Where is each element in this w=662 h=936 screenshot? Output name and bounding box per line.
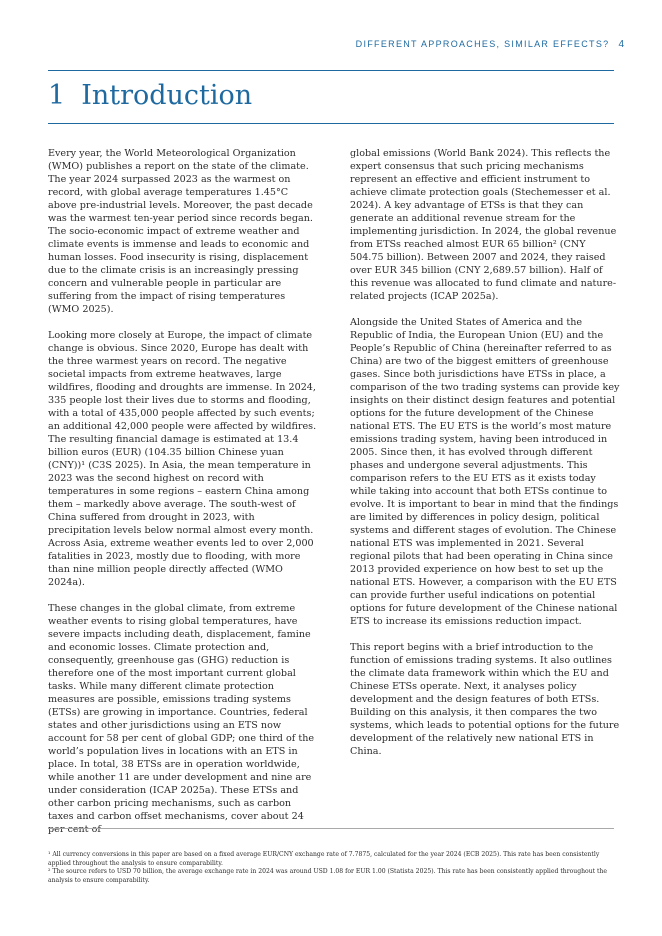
chapter-number: 1	[48, 80, 66, 111]
footnote: ² The source refers to USD 70 billion, the average exchange rate in 2024 was around USD 1.08 for EUR 1.00 (Statista 2025). This rate has been consistently applied throughout the analysis to ensure comparability.	[48, 868, 607, 884]
running-header	[356, 39, 624, 50]
page-number: 4	[618, 39, 624, 50]
chapter-title: Introduction	[81, 80, 253, 111]
footnote: ¹ All currency conversions in this paper are based on a fixed average EUR/CNY exchange rate of 7.7875, calculated for the year 2024 (ECB 2025). This rate has been consistently applied throughout the analysis to ensure comparability.	[48, 851, 600, 867]
footnotes	[48, 851, 614, 885]
title-rule	[48, 123, 614, 124]
paragraph: These changes in the global climate, from extreme weather events to rising global temperatures, have severe impacts including death, displacement, famine and economic losses. Climate protection and, consequently, greenhouse gas (GHG) reduction is therefore one of the most important current global tasks. While many different climate protection measures are possible, emissions trading systems (ETSs) are growing in importance. Countries, federal states and other jurisdictions using an ETS now account for 58 per cent of global GDP; one third of the world’s population lives in locations with an ETS in place. In total, 38 ETSs are in operation worldwide, while another 11 are under development and nine are under consideration (ICAP 2025a). These ETSs and other carbon pricing mechanisms, such as carbon taxes and carbon offset mechanisms, cover about 24 per cent of	[48, 603, 315, 835]
header-rule	[48, 70, 614, 71]
paragraph: Every year, the World Meteorological Organization (WMO) publishes a report on the state of the climate. The year 2024 surpassed 2023 as the warmest on record, with global average temperatures 1.45°C above pre-industrial levels. Moreover, the past decade was the warmest ten-year period since records began. The socio-economic impact of extreme weather and climate events is immense and leads to economic and human losses. Food insecurity is rising, displacement due to the climate crisis is an increasingly pressing concern and vulnerable people in particular are suffering from the impact of rising temperatures (WMO 2025).	[48, 148, 313, 315]
right-column	[350, 147, 620, 771]
left-column	[48, 147, 318, 849]
running-title: DIFFERENT APPROACHES, SIMILAR EFFECTS?	[355, 39, 610, 49]
footnote-rule	[48, 828, 614, 829]
chapter-heading	[48, 80, 252, 111]
paragraph: This report begins with a brief introduction to the function of emissions trading systems. It also outlines the climate data framework within which the EU and Chinese ETSs operate. Next, it analyses policy development and the design features of both ETSs. Building on this analysis, it then compares the two systems, which leads to potential options for the future development of the relatively new national ETS in China.	[350, 642, 620, 757]
paragraph: global emissions (World Bank 2024). This reflects the expert consensus that such pricing mechanisms represent an effective and efficient instrument to achieve climate protection goals (Stechemesser et al. 2024). A key advantage of ETSs is that they can generate an additional revenue stream for the implementing jurisdiction. In 2024, the global revenue from ETSs reached almost EUR 65 billion² (CNY 504.75 billion). Between 2007 and 2024, they raised over EUR 345 billion (CNY 2,689.57 billion). Half of this revenue was allocated to fund climate and nature-related projects (ICAP 2025a).	[350, 148, 617, 302]
paragraph: Looking more closely at Europe, the impact of climate change is obvious. Since 2020, Europe has dealt with the three warmest years on record. The negative societal impacts from extreme heatwaves, large wildfires, flooding and droughts are immense. In 2024, 335 people lost their lives due to storms and flooding, with a total of 435,000 people affected by such events; an additional 42,000 people were affected by wildfires. The resulting financial damage is estimated at 13.4 billion euros (EUR) (104.35 billion Chinese yuan (CNY))¹ (C3S 2025). In Asia, the mean temperature in 2023 was the second highest on record with temperatures in some regions – eastern China among them – markedly above average. The south-west of China suffered from drought in 2023, with precipitation levels below normal almost every month. Across Asia, extreme weather events led to over 2,000 fatalities in 2023, mostly due to flooding, with more than nine million people directly affected (WMO 2024a).	[48, 330, 317, 588]
paragraph: Alongside the United States of America and the Republic of India, the European Union (EU) and the People’s Republic of China (hereinafter referred to as China) are two of the biggest emitters of greenhouse gases. Since both jurisdictions have ETSs in place, a comparison of the two trading systems can provide key insights on their distinct design features and potential options for the future development of the Chinese national ETS. The EU ETS is the world’s most mature emissions trading system, having been introduced in 2005. Since then, it has evolved through different phases and undergone several adjustments. This comparison refers to the EU ETS as it exists today while taking into account that both ETSs continue to evolve. It is important to bear in mind that the findings are limited by differences in policy design, political systems and different stages of evolution. The Chinese national ETS was implemented in 2021. Several regional pilots that had been operating in China since 2013 provided experience on how best to set up the national ETS. However, a comparison with the EU ETS can provide further useful indications on potential options for future development of the Chinese national ETS to increase its emissions reduction impact.	[350, 317, 620, 627]
